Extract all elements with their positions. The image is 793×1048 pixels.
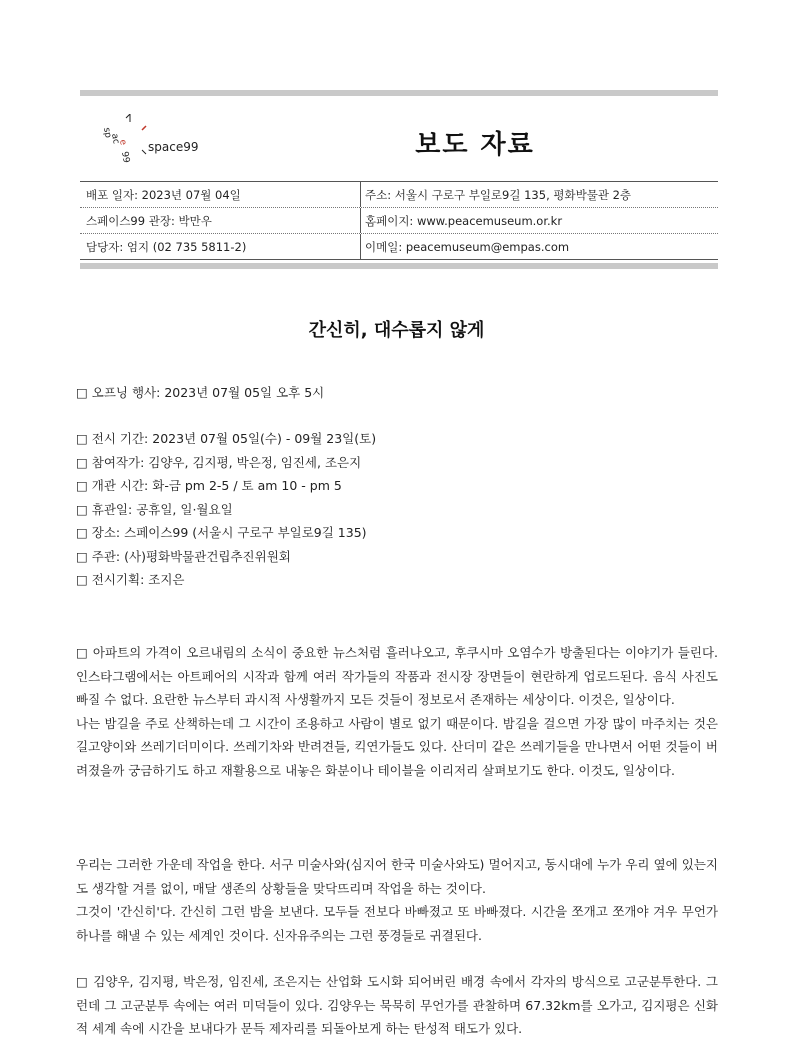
body-section-1 bbox=[76, 641, 718, 782]
exhibition-headline: 간신히, 대수롭지 않게 bbox=[308, 320, 485, 341]
director: 스페이스99 관장: 박만우 bbox=[80, 208, 361, 233]
body-paragraph: 나는 밤길을 주로 산책하는데 그 시간이 조용하고 사람이 별로 없기 때문이다. 밤길을 걸으면 가장 많이 마주치는 것은 길고양이와 쓰레기더미이다. 쓰레기차와 반려견들, 킥연가들도 있다. 산더미 같은 쓰레기들을 만나면서 어떤 것들이 버려졌을까 궁금하기도 하고 재활용으로 내놓은 화분이나 테이블을 이리저리 살펴보기도 한다. 이것도, 일상이다. bbox=[76, 715, 718, 778]
detail-line: □ 휴관일: 공휴일, 일·월요일 bbox=[76, 501, 233, 517]
opening-line: □ 오프닝 행사: 2023년 07월 05일 오후 5시 bbox=[76, 385, 325, 400]
space99-logo bbox=[98, 118, 218, 174]
logo-mark-icon bbox=[98, 114, 148, 174]
detail-line: □ 장소: 스페이스99 (서울시 구로구 부일로9길 135) bbox=[76, 525, 367, 540]
svg-text:sp: sp bbox=[101, 126, 113, 139]
info-row bbox=[80, 182, 718, 208]
address: 주소: 서울시 구로구 부일로9길 135, 평화박물관 2층 bbox=[365, 187, 632, 202]
detail-line: □ 전시기획: 조지은 bbox=[76, 572, 185, 587]
info-row bbox=[80, 208, 718, 234]
homepage-link[interactable]: 홈페이지: www.peacemuseum.or.kr bbox=[365, 213, 563, 228]
document-title: 보도 자료 bbox=[415, 130, 535, 160]
body-section-2 bbox=[76, 853, 718, 947]
contact-person: 담당자: 엄지 (02 735 5811-2) bbox=[80, 234, 361, 259]
detail-line: □ 개관 시간: 화-금 pm 2-5 / 토 am 10 - pm 5 bbox=[76, 478, 342, 493]
opening-info bbox=[76, 381, 718, 405]
email-link[interactable]: 이메일: peacemuseum@empas.com bbox=[365, 239, 570, 254]
body-section-3 bbox=[76, 970, 718, 1041]
detail-line: □ 주관: (사)평화박물관건립추진위원회 bbox=[76, 548, 291, 564]
info-row bbox=[80, 234, 718, 260]
exhibition-details bbox=[76, 427, 718, 592]
body-paragraph: 그것이 '간신히'다. 간신히 그런 밤을 보낸다. 모두들 전보다 바빠졌고 또 바빠졌다. 시간을 쪼개고 쪼개야 겨우 무언가 하나를 해낼 수 있는 세계인 것이다. 신자유주의는 그런 풍경들로 귀결된다. bbox=[76, 904, 718, 943]
svg-text:e: e bbox=[117, 138, 128, 146]
bottom-divider-bar bbox=[80, 263, 718, 269]
detail-line: □ 참여작가: 김양우, 김지평, 박은정, 임진세, 조은지 bbox=[76, 454, 362, 470]
detail-line: □ 전시 기간: 2023년 07월 05일(수) - 09월 23일(토) bbox=[76, 431, 377, 446]
body-paragraph: □ 아파트의 가격이 오르내림의 소식이 중요한 뉴스처럼 흘러나오고, 후쿠시마 오염수가 방출된다는 이야기가 들린다. 인스타그램에서는 아트페어의 시작과 함께 여러 작가들의 작품과 전시장 장면들이 현란하게 업로드된다. 음식 사진도 빠질 수 없다. 요란한 뉴스부터 과시적 사생활까지 모든 것들이 정보로서 존재하는 세상이다. 이것은, 일상이다. bbox=[76, 645, 718, 707]
logo-text: space99 bbox=[148, 140, 199, 154]
press-info-table bbox=[80, 181, 718, 260]
svg-text:99: 99 bbox=[119, 150, 131, 164]
release-date: 배포 일자: 2023년 07월 04일 bbox=[80, 182, 361, 207]
body-paragraph: 우리는 그러한 가운데 작업을 한다. 서구 미술사와(심지어 한국 미술사와도) 멀어지고, 동시대에 누가 우리 옆에 있는지도 생각할 겨를 없이, 매달 생존의 상황들을 맞닥뜨리며 작업을 하는 것이다. bbox=[76, 857, 718, 896]
top-divider-bar bbox=[80, 90, 718, 96]
body-paragraph: □ 김양우, 김지평, 박은정, 임진세, 조은지는 산업화 도시화 되어버린 배경 속에서 각자의 방식으로 고군분투한다. 그런데 그 고군분투 속에는 여러 미덕들이 있다. 김양우는 묵묵히 무언가를 관찰하며 67.32km를 오가고, 김지평은 신화적 세계 속에 시간을 보내다가 문득 제자리를 되돌아보게 하는 탄성적 태도가 있다. bbox=[76, 974, 718, 1036]
svg-text:ac: ac bbox=[109, 132, 121, 145]
